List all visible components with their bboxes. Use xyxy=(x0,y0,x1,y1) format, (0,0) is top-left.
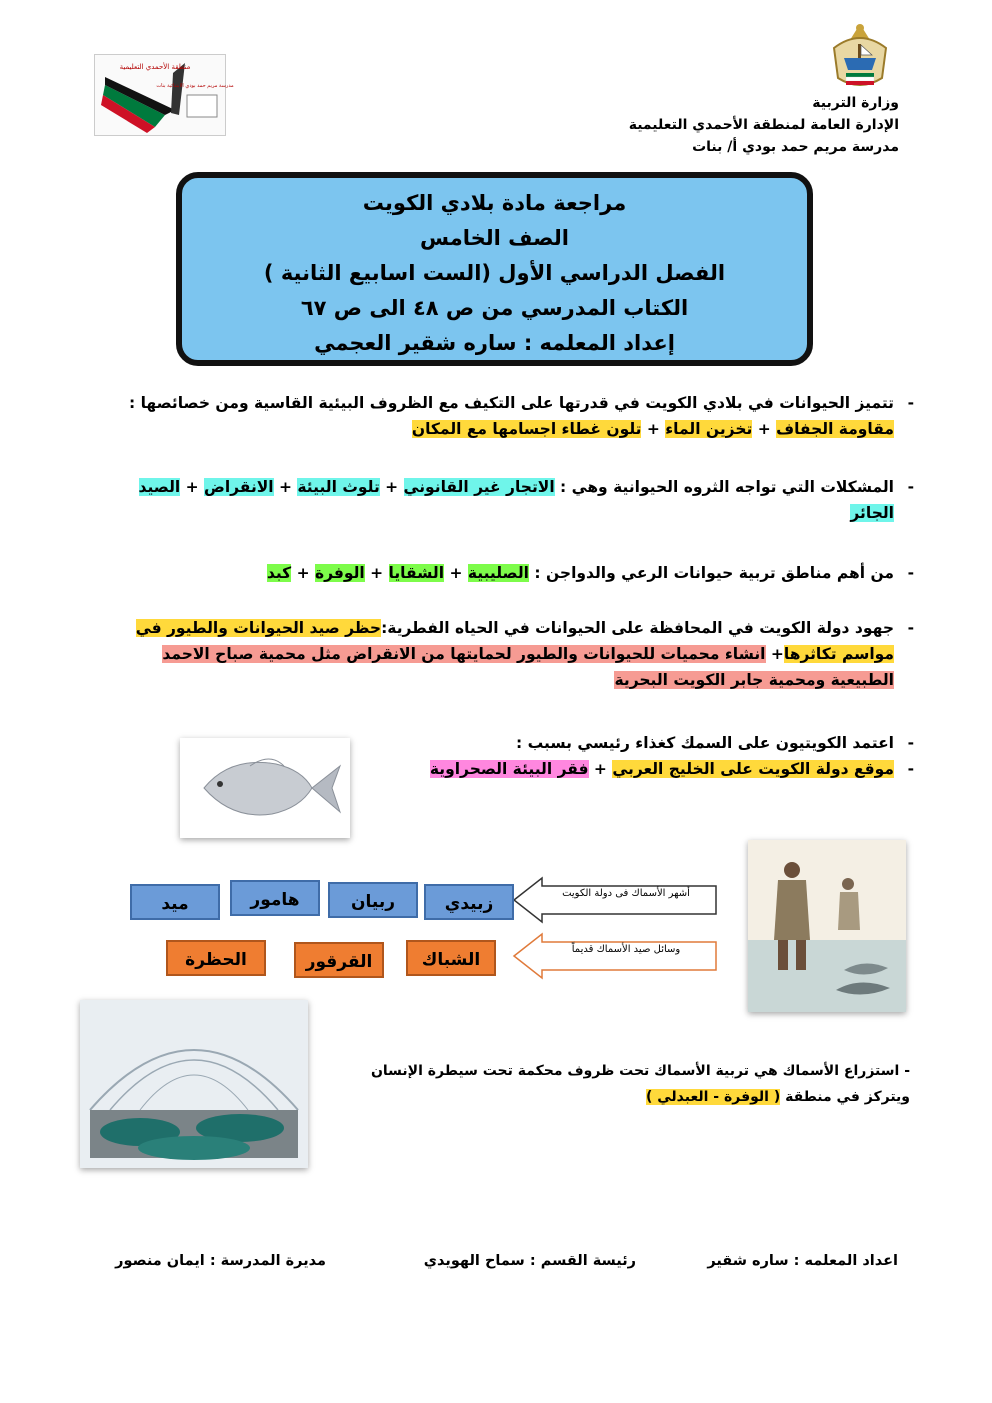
highlight-kabd: كبد xyxy=(266,564,292,582)
tool-box-hadra: الحظرة xyxy=(166,940,266,976)
arrow-famous-fish-label: أشهر الأسماك فى دولة الكويت xyxy=(562,888,690,899)
tool-box-nets: الشباك xyxy=(406,940,496,976)
bullet-dash: - xyxy=(907,619,914,637)
bullet-dash: - xyxy=(907,564,914,582)
arrow-fishing-tools xyxy=(514,934,716,978)
directorate-name: الإدارة العامة لمنطقة الأحمدي التعليمية xyxy=(628,117,899,133)
fish-box-shrimp: ربيان xyxy=(328,882,418,918)
highlight-hunting-ban: حظر صيد الحيوانات والطيور في مواسم تكاثرها xyxy=(135,619,894,663)
aquaculture-photo xyxy=(80,1000,308,1168)
bullet-dash: - xyxy=(907,394,914,412)
title-line-2: الصف الخامس xyxy=(420,226,569,250)
fishermen-illustration xyxy=(748,840,906,1012)
title-box xyxy=(176,172,813,366)
title-line-3: الفصل الدراسي الأول (الست اسابيع الثانية ) xyxy=(263,261,726,285)
logo-text-school: مدرسة مريم حمد بودي الابتدائية بنات xyxy=(156,83,234,89)
ministry-name: وزارة التربية xyxy=(812,95,899,111)
title-line-1: مراجعة مادة بلادي الكويت xyxy=(362,191,627,215)
highlight-reserves: انشاء محميات للحيوانات والطيور لحمايتها من الانقراض مثل محمية صباح الاحمد الطبيعية ومحمية جابر الكويت البحرية xyxy=(162,645,894,689)
highlight-water: تخزين الماء xyxy=(665,420,753,438)
ministry-header xyxy=(539,92,899,158)
highlight-drought: مقاومة الجفاف xyxy=(776,420,894,438)
bullet-dash: - xyxy=(907,760,914,778)
fish-box-zubaidi: زبيدي xyxy=(424,884,514,920)
highlight-extinction: الانقراض xyxy=(203,478,274,496)
highlight-shaqaya: الشقايا xyxy=(388,564,445,582)
signature-teacher: اعداد المعلمه : ساره شقير xyxy=(707,1253,898,1269)
arrow-fishing-tools-label: وسائل صيد الأسماك قديماً xyxy=(571,944,681,955)
signature-head: رئيسة القسم : سماح الهويدي xyxy=(423,1253,636,1269)
tool-box-qarqour: القرقور xyxy=(294,942,384,978)
fishermen-icon xyxy=(748,840,906,1012)
paragraph-fish-reason: - اعتمد الكويتيون على السمك كغذاء رئيسي بسبب : xyxy=(94,730,894,756)
logo-text-top: منطقة الأحمدي التعليمية xyxy=(119,63,191,71)
highlight-aquaculture-areas: ( الوفرة - العبدلي ) xyxy=(645,1089,781,1105)
paragraph-animal-problems: - المشكلات التي تواجه الثروه الحيوانية وهي : الاتجار غير القانوني + تلوث البيئة + الانقراض + الصيد الجائر xyxy=(94,474,894,526)
highlight-camouflage: تلون غطاء اجسامها مع المكان xyxy=(411,420,642,438)
pomfret-fish-image xyxy=(180,738,350,838)
aquaculture-definition: - استزراع الأسماك هي تربية الأسماك تحت ظروف محكمة تحت سيطرة الإنسان xyxy=(370,1063,910,1079)
bullet-dash: - xyxy=(907,734,914,752)
title-line-4: الكتاب المدرسي من ص ٤٨ الى ص ٦٧ xyxy=(300,296,689,320)
signature-principal: مديرة المدرسة : ايمان منصور xyxy=(115,1253,326,1269)
highlight-wafra: الوفرة xyxy=(314,564,365,582)
highlight-gulf-location: موقع دولة الكويت على الخليج العربي xyxy=(612,760,894,778)
school-logo-icon xyxy=(95,55,234,135)
fish-box-hamour: هامور xyxy=(230,880,320,916)
paragraph-grazing-areas: - من أهم مناطق تربية حيوانات الرعي والدواجن : الصليبية + الشقايا + الوفرة + كبد xyxy=(94,560,894,586)
fish-icon xyxy=(180,738,350,838)
highlight-desert-poverty: فقر البيئة الصحراوية xyxy=(429,760,589,778)
title-line-5: إعداد المعلمه : ساره شقير العجمي xyxy=(314,331,675,355)
bullet-dash: - xyxy=(907,478,914,496)
ministry-emblem-icon xyxy=(820,18,900,94)
aquaculture-location: ويتركز في منطقة ( الوفرة - العبدلي ) xyxy=(645,1089,910,1105)
highlight-overhunting: الصيد الجائر xyxy=(138,478,894,522)
arrow-famous-fish xyxy=(514,878,716,922)
fish-box-maid: ميد xyxy=(130,884,220,920)
highlight-illegal-trade: الاتجار غير القانوني xyxy=(403,478,555,496)
school-name: مدرسة مريم حمد بودي أ/ بنات xyxy=(692,139,899,155)
highlight-pollution: تلوث البيئة xyxy=(297,478,380,496)
school-logo xyxy=(94,54,234,136)
fish-farm-icon xyxy=(80,1000,308,1168)
paragraph-fish-causes: - موقع دولة الكويت على الخليج العربي + فقر البيئة الصحراوية xyxy=(94,756,894,782)
aquaculture-text xyxy=(310,1058,910,1110)
paragraph-wildlife-efforts: - جهود دولة الكويت في المحافظة على الحيوانات في الحياه الفطرية:حظر صيد الحيوانات والطيور في مواسم تكاثرها+ انشاء محميات للحيوانات والطيور لحمايتها من الانقراض مثل محمية صباح الاحمد الطبيعية ومحمية جابر الكويت البحرية xyxy=(94,615,894,693)
highlight-sulaibiya: الصليبية xyxy=(467,564,529,582)
paragraph-animals-adaptation: - تتميز الحيوانات في بلادي الكويت في قدرتها على التكيف مع الظروف البيئية القاسية ومن خصائصها : مقاومة الجفاف + تخزين الماء + تلون غطاء اجسامها مع المكان xyxy=(94,390,894,442)
